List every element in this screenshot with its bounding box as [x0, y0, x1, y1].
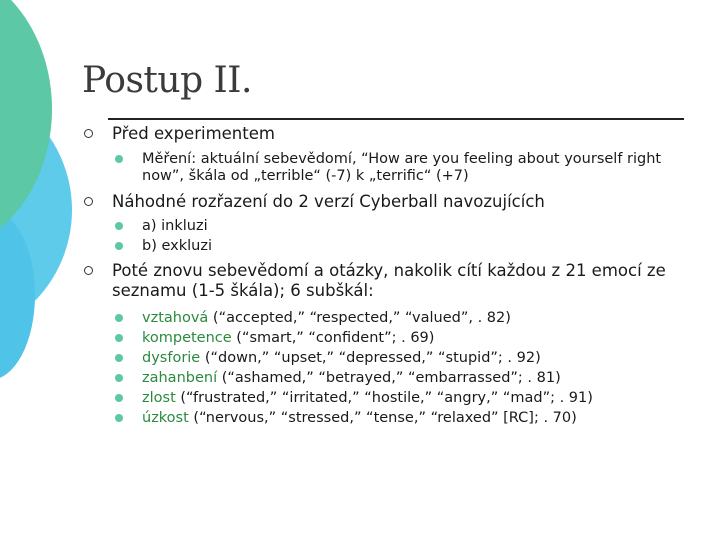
subscale-label: zahanbení	[142, 370, 218, 386]
dot-bullet-icon	[115, 155, 123, 163]
bullet-item	[84, 261, 692, 301]
dot-bullet-icon	[115, 242, 123, 250]
sub-bullet-item	[84, 410, 684, 427]
sub-bullet-text: Měření: aktuální sebevědomí, “How are you feeling about yourself right now”, škála od „terrible“ (-7) k „terrific“ (+7)	[142, 151, 662, 184]
bullet-item	[84, 192, 684, 212]
subscale-label: zlost	[142, 390, 176, 406]
sub-bullet-text: a) inkluzi	[142, 218, 208, 234]
dot-bullet-icon	[115, 374, 123, 382]
dot-bullet-icon	[115, 394, 123, 402]
subscale-label: úzkost	[142, 410, 189, 426]
sub-bullet-item	[84, 350, 684, 367]
subscale-text: (“accepted,” “respected,” “valued”, . 82)	[208, 310, 511, 326]
subscale-text: (“ashamed,” “betrayed,” “embarrassed”; . 81)	[217, 370, 561, 386]
bullet-text: Před experimentem	[112, 124, 275, 143]
bullet-text: Náhodné rozřazení do 2 verzí Cyberball navozujících	[112, 192, 545, 211]
dot-bullet-icon	[115, 354, 123, 362]
slide-title: Postup II.	[82, 60, 252, 101]
subscale-text: (“down,” “upset,” “depressed,” “stupid”; . 92)	[200, 350, 541, 366]
dot-bullet-icon	[115, 314, 123, 322]
sub-bullet-item	[84, 238, 684, 255]
subscale-label: kompetence	[142, 330, 232, 346]
subscale-label: vztahová	[142, 310, 209, 326]
sub-bullet-item	[84, 370, 684, 387]
bullet-item	[84, 124, 684, 144]
title-divider	[108, 118, 684, 120]
dot-bullet-icon	[115, 334, 123, 342]
subscale-text: (“frustrated,” “irritated,” “hostile,” “angry,” “mad”; . 91)	[175, 390, 593, 406]
hollow-circle-bullet-icon	[84, 129, 93, 138]
dot-bullet-icon	[115, 414, 123, 422]
subscale-text: (“nervous,” “stressed,” “tense,” “relaxed” [RC]; . 70)	[188, 410, 577, 426]
sub-bullet-item	[84, 330, 684, 347]
bullet-text: Poté znovu sebevědomí a otázky, nakolik cítí každou z 21 emocí ze seznamu (1-5 škála); 6 subškál:	[112, 261, 666, 300]
slide-content	[84, 124, 684, 427]
hollow-circle-bullet-icon	[84, 266, 93, 275]
hollow-circle-bullet-icon	[84, 197, 93, 206]
dot-bullet-icon	[115, 222, 123, 230]
sub-bullet-text: b) exkluzi	[142, 238, 212, 254]
subscale-label: dysforie	[142, 350, 201, 366]
sub-bullet-item	[84, 151, 702, 185]
subscale-text: (“smart,” “confident”; . 69)	[231, 330, 435, 346]
sub-bullet-item	[84, 218, 684, 235]
sub-bullet-item	[84, 390, 684, 407]
sub-bullet-item	[84, 310, 684, 327]
